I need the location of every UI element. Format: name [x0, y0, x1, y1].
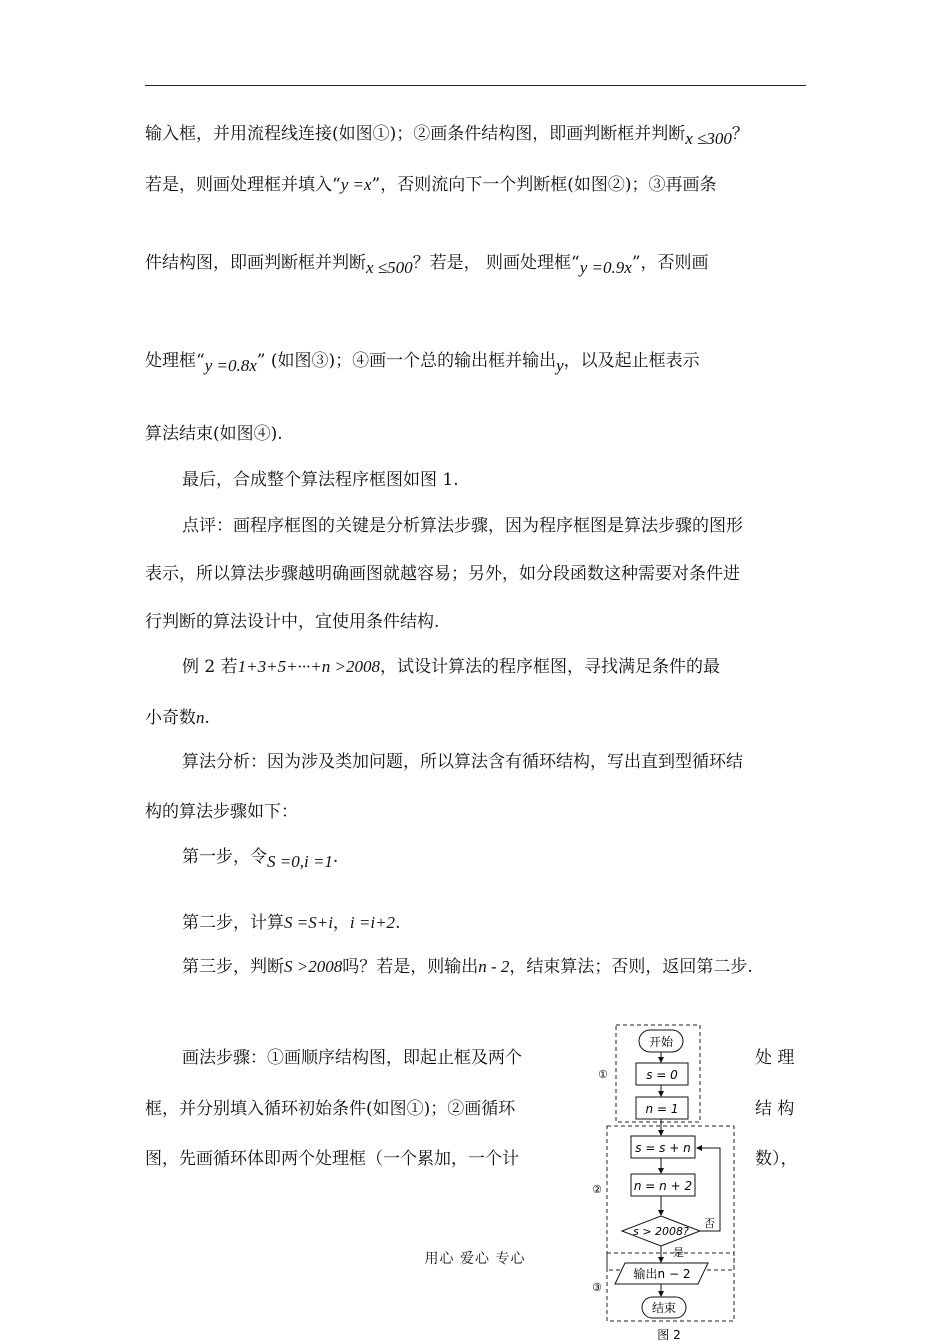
text-line-11: 小奇数n. — [145, 708, 210, 728]
math-n-minus-2: n - 2 — [478, 957, 510, 976]
text-line-18-end: 结 构 — [755, 1099, 795, 1119]
page-footer: 用心 爱心 专心 — [424, 1251, 526, 1267]
inc-label: n = n + 2 — [633, 1179, 693, 1193]
no-label: 否 — [704, 1217, 715, 1230]
text-line-17-end: 处 理 — [755, 1048, 795, 1068]
text-line-16: 第三步，判断S >2008吗？若是，则输出n - 2，结束算法；否则，返回第二步. — [182, 957, 753, 977]
text-line-8: 表示，所以算法步骤越明确画图就越容易；另外，如分段函数这种需要对条件进 — [145, 564, 740, 584]
cond-label: s > 2008? — [633, 1225, 689, 1238]
text-line-1: 输入框，并用流程线连接(如图①)；②画条件结构图，即画判断框并判断x ≤300？ — [145, 124, 749, 148]
math-s-eq-s-plus-i: S =S+i — [284, 913, 333, 932]
flowchart-figure — [585, 1020, 745, 1344]
start-label: 开始 — [648, 1035, 674, 1049]
group-3-mark: ③ — [592, 1281, 602, 1294]
math-s-gt-2008: S >2008 — [284, 957, 343, 976]
math-x-le-300: x ≤300 — [685, 129, 732, 148]
math-n: n — [196, 708, 205, 727]
text-line-6: 最后，合成整个算法程序框图如图 1. — [182, 470, 459, 490]
init-s-label: s = 0 — [646, 1068, 678, 1082]
text-line-19-end: 数）， — [755, 1149, 798, 1169]
text-line-4: 处理框“y =0.8x” (如图③)；④画一个总的输出框并输出y，以及起止框表示 — [145, 351, 700, 375]
text-line-15: 第二步，计算S =S+i，i =i+2. — [182, 913, 401, 933]
text-line-10: 例 2 若1+3+5+···+n >2008，试设计算法的程序框图，寻找满足条件的最 — [182, 657, 720, 677]
text-line-18: 框，并分别填入循环初始条件(如图①)；②画循环 — [145, 1099, 516, 1119]
math-x-le-500: x ≤500 — [366, 258, 413, 277]
math-y-eq-08x: y =0.8x — [204, 356, 257, 375]
text-line-19: 图，先画循环体即两个处理框（一个累加，一个计 — [145, 1149, 519, 1169]
group-1-mark: ① — [598, 1068, 608, 1081]
text-line-14: 第一步，令S =0,i =1. — [182, 847, 339, 871]
math-y-eq-09x: y =0.9x — [579, 258, 632, 277]
text-line-9: 行判断的算法设计中，宜使用条件结构. — [145, 612, 440, 632]
math-i-eq-i-plus-2: i =i+2 — [349, 913, 396, 932]
text-line-13: 构的算法步骤如下： — [145, 802, 298, 822]
output-label: 输出n − 2 — [633, 1267, 691, 1281]
math-y: y — [556, 356, 564, 375]
init-n-label: n = 1 — [645, 1102, 679, 1116]
yes-label: 是 — [673, 1246, 684, 1259]
end-label: 结束 — [651, 1301, 677, 1315]
header-rule — [145, 85, 806, 86]
text-line-12: 算法分析：因为涉及类加问题，所以算法含有循环结构，写出直到型循环结 — [182, 752, 743, 772]
acc-label: s = s + n — [635, 1141, 691, 1155]
figure-caption: 图 2 — [657, 1328, 681, 1342]
text-line-7: 点评：画程序框图的关键是分析算法步骤，因为程序框图是算法步骤的图形 — [182, 516, 743, 536]
text-line-2: 若是，则画处理框并填入“y =x”，否则流向下一个判断框(如图②)；③再画条 — [145, 175, 717, 195]
math-s0-i1: S =0,i =1 — [267, 852, 333, 871]
text-line-5: 算法结束(如图④). — [145, 424, 283, 444]
math-sum-gt-2008: 1+3+5+···+n >2008 — [237, 657, 380, 676]
math-y-eq-x: y =x — [340, 175, 372, 194]
group-2-mark: ② — [592, 1183, 602, 1196]
text-line-17: 画法步骤：①画顺序结构图，即起止框及两个 — [182, 1048, 522, 1068]
text-line-3: 件结构图，即画判断框并判断x ≤500？若是， 则画处理框“y =0.9x”，否则画 — [145, 253, 709, 277]
